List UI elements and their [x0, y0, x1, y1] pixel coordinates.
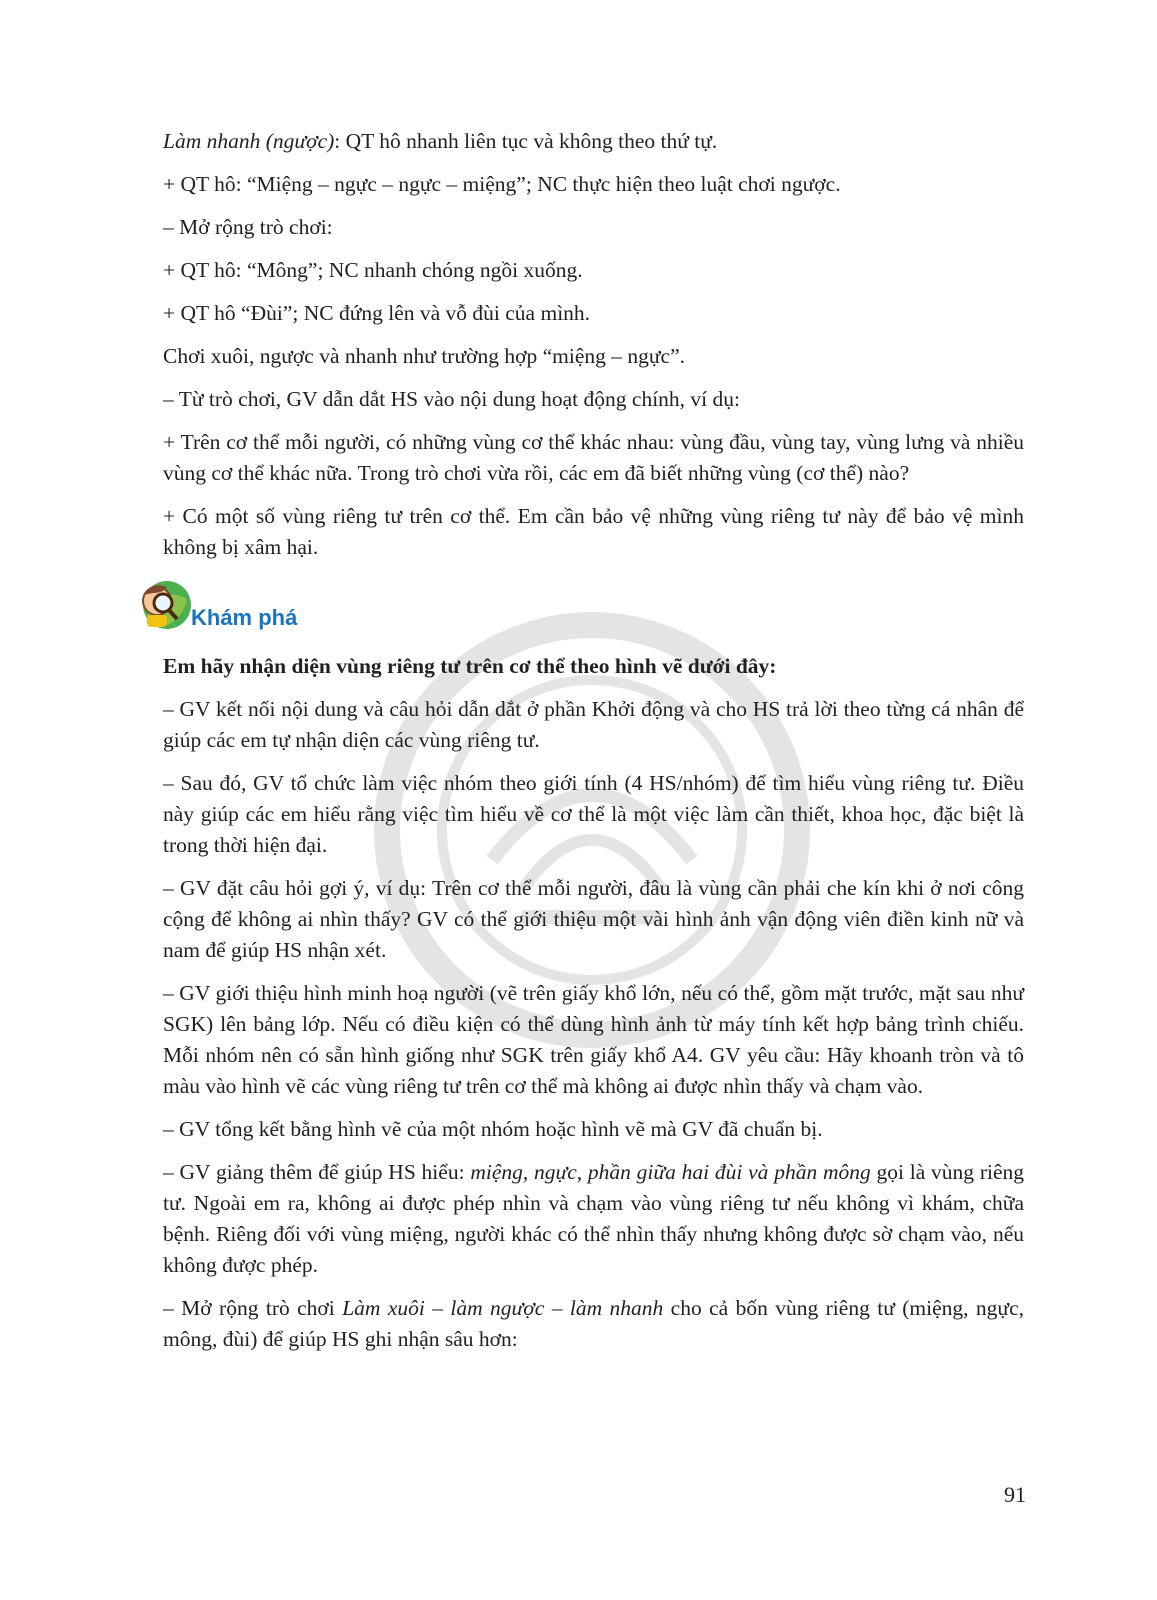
italic-term: Làm xuôi – làm ngược – làm nhanh	[342, 1296, 664, 1320]
activity-heading: Em hãy nhận diện vùng riêng tư trên cơ thể theo hình vẽ dưới đây:	[163, 654, 777, 678]
paragraph: + Trên cơ thể mỗi người, có những vùng cơ thể khác nhau: vùng đầu, vùng tay, vùng lưng và nhiều vùng cơ thể khác nữa. Trong trò chơi vừa rồi, các em đã biết những vùng (cơ thể) nào?	[163, 430, 1024, 485]
page-number: 91	[1004, 1482, 1026, 1507]
top-paragraphs	[163, 126, 1024, 563]
paragraph: + Có một số vùng riêng tư trên cơ thể. Em cần bảo vệ những vùng riêng tư này để bảo vệ mình không bị xâm hại.	[163, 504, 1024, 559]
paragraph: + QT hô: “Mông”; NC nhanh chóng ngồi xuống.	[163, 258, 583, 282]
paragraph: – GV giảng thêm để giúp HS hiểu: miệng, ngực, phần giữa hai đùi và phần mông gọi là vùng riêng tư. Ngoài em ra, không ai được phép nhìn và chạm vào vùng riêng tư nếu không vì khám, chữa bệnh. Riêng đối với vùng miệng, người khác có thể nhìn thấy nhưng không được sờ chạm vào, nếu không được phép.	[163, 1160, 1024, 1277]
bottom-paragraphs	[163, 694, 1024, 1355]
paragraph: – Sau đó, GV tổ chức làm việc nhóm theo giới tính (4 HS/nhóm) để tìm hiểu vùng riêng tư. Điều này giúp các em hiểu rằng việc tìm hiểu về cơ thể là một việc làm cần thiết, khoa học, đặc biệt là trong thời hiện đại.	[163, 771, 1024, 857]
paragraph: + QT hô “Đùi”; NC đứng lên và vỗ đùi của mình.	[163, 301, 591, 325]
paragraph: – GV giới thiệu hình minh hoạ người (vẽ trên giấy khổ lớn, nếu có thể, gồm mặt trước, mặt sau như SGK) lên bảng lớp. Nếu có điều kiện có thể dùng hình ảnh từ máy tính kết hợp bảng trình chiếu. Mỗi nhóm nên có sẵn hình giống như SGK trên giấy khổ A4. GV yêu cầu: Hãy khoanh tròn và tô màu vào hình vẽ các vùng riêng tư trên cơ thể mà không ai được nhìn thấy và chạm vào.	[163, 981, 1024, 1098]
explorer-magnifier-icon	[133, 575, 191, 633]
paragraph: Chơi xuôi, ngược và nhanh như trường hợp “miệng – ngực”.	[163, 344, 686, 368]
paragraph: – Mở rộng trò chơi:	[163, 215, 333, 239]
section-title: Khám phá	[191, 605, 298, 630]
paragraph: – Từ trò chơi, GV dẫn dắt HS vào nội dung hoạt động chính, ví dụ:	[163, 387, 740, 411]
paragraph: – GV đặt câu hỏi gợi ý, ví dụ: Trên cơ thể mỗi người, đâu là vùng cần phải che kín khi ở nơi công cộng để không ai nhìn thấy? GV có thể giới thiệu một vài hình ảnh vận động viên điền kinh nữ và nam để giúp HS nhận xét.	[163, 876, 1024, 962]
paragraph: – Mở rộng trò chơi Làm xuôi – làm ngược – làm nhanh cho cả bốn vùng riêng tư (miệng, ngực, mông, đùi) để giúp HS ghi nhận sâu hơn:	[163, 1296, 1024, 1351]
paragraph: Làm nhanh (ngược): QT hô nhanh liên tục và không theo thứ tự.	[163, 129, 718, 153]
paragraph: – GV tổng kết bằng hình vẽ của một nhóm hoặc hình vẽ mà GV đã chuẩn bị.	[163, 1117, 823, 1141]
page-content	[163, 126, 1024, 1367]
italic-term: Làm nhanh (ngược)	[163, 129, 335, 153]
paragraph: – GV kết nối nội dung và câu hỏi dẫn dắt ở phần Khởi động và cho HS trả lời theo từng cá nhân để giúp các em tự nhận diện các vùng riêng tư.	[163, 697, 1024, 752]
paragraph: + QT hô: “Miệng – ngực – ngực – miệng”; NC thực hiện theo luật chơi ngược.	[163, 172, 841, 196]
section-header	[133, 575, 1024, 641]
italic-term: miệng, ngực, phần giữa hai đùi và phần mông	[470, 1160, 871, 1184]
